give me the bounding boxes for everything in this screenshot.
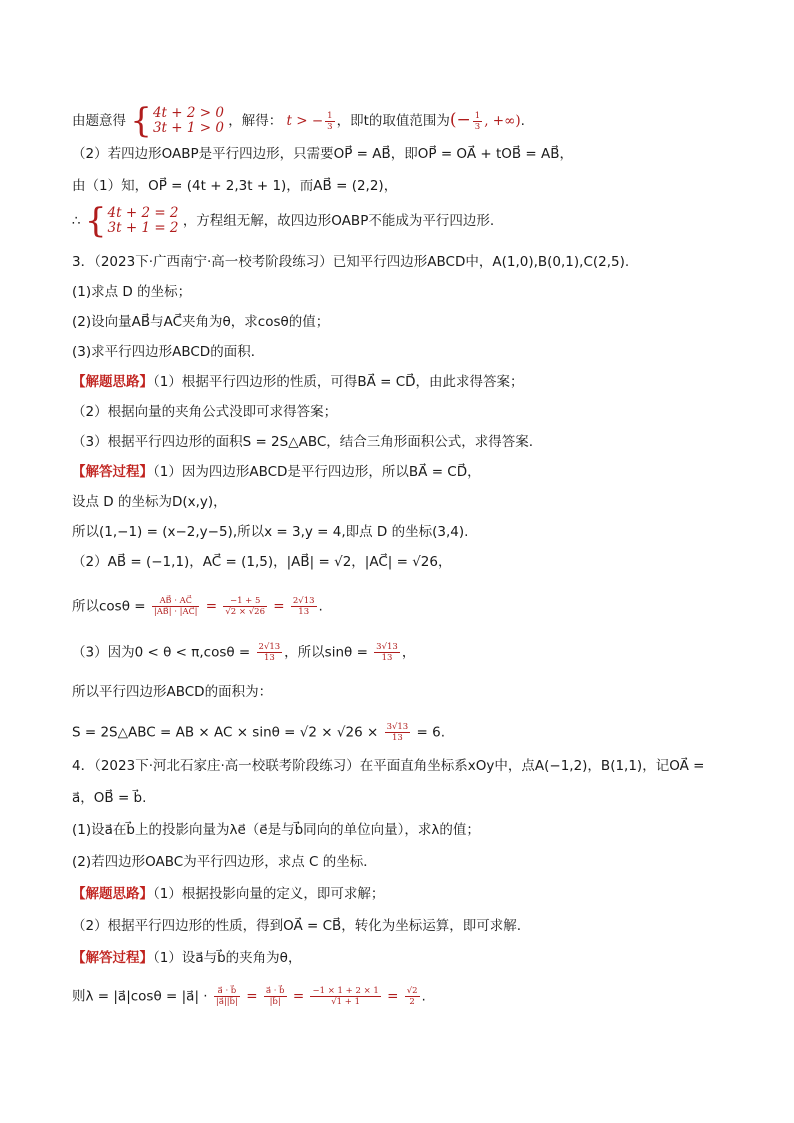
brace-icon: { <box>84 201 107 241</box>
brace-icon: { <box>130 101 152 141</box>
solution-process-4-line-1: 【解答过程】（1）设a⃗与b⃗的夹角为θ， <box>72 950 302 966</box>
question-4-part-1: (1)设a⃗在b⃗上的投影向量为λe⃗（e⃗是与b⃗同向的单位向量），求λ的值； <box>72 822 480 838</box>
math: t > − <box>286 113 324 129</box>
solution-process-3-line-1: 【解答过程】（1）因为四边形ABCD是平行四边形，所以BA⃗ = CD⃗， <box>72 464 481 480</box>
math: (− <box>449 110 471 130</box>
fraction: $\frac{a⃗ \cdot b⃗}{|a⃗||b⃗|}$ <box>215 986 238 1007</box>
text: ，解得： <box>228 113 283 129</box>
fraction: $\frac{-1 \times 1 + 2 \times 1}{√1 + 1}$ <box>312 986 379 1007</box>
answer-line-1 <box>72 101 525 141</box>
question-3-part-2: (2)设向量AB⃗与AC⃗夹角为θ，求cosθ的值； <box>72 314 330 330</box>
section-tag: 【解答过程】 <box>72 950 153 966</box>
therefore-symbol: ∴ <box>72 213 81 229</box>
text: ，方程组无解，故四边形OABP不能成为平行四边形. <box>182 213 495 229</box>
equation: 3t + 1 = 2 <box>107 220 179 236</box>
fraction: $\frac{1}{3}$ <box>474 110 481 132</box>
solution-process-3-line-5: 所以cosθ = $\frac{AB⃗ \cdot AC⃗}{|AB⃗| \cdot |AC⃗|}$ = $\frac{-1 + 5}{√2 \times √26}$ = $\frac{2√13}{13}$ . <box>72 596 323 617</box>
fraction: $\frac{AB⃗ \cdot AC⃗}{|AB⃗| \cdot |AC⃗|}$ <box>153 596 198 617</box>
fraction: $\frac{2√13}{13}$ <box>292 596 315 617</box>
question-3-part-1: (1)求点 D 的坐标； <box>72 284 192 300</box>
solution-idea-3-line-1: 【解题思路】（1）根据平行四边形的性质，可得BA⃗ = CD⃗，由此求得答案； <box>72 374 524 390</box>
fraction: $\frac{2√13}{13}$ <box>258 642 281 663</box>
solution-process-4-line-2: 则λ = |a⃗|cosθ = |a⃗| · $\frac{a⃗ \cdot b⃗}{|a⃗||b⃗|}$ = $\frac{a⃗ \cdot b⃗}{|b⃗|}$ = $\frac{-1 \times 1 + 2 \times 1}{√1 + 1}$ = $\frac{√2}{2}$ . <box>72 986 426 1007</box>
text: ，即t的取值范围为 <box>336 113 450 129</box>
section-tag: 【解题思路】 <box>72 886 153 902</box>
answer-line-3: 由（1）知，OP⃗ = (4t + 2,3t + 1)，而AB⃗ = (2,2)， <box>72 178 398 194</box>
fraction: $\frac{1}{3}$ <box>327 110 333 132</box>
solution-process-3-line-8: S = 2S△ABC = AB × AC × sinθ = √2 × √26 × $\frac{3√13}{13}$ = 6. <box>72 722 445 743</box>
solution-process-3-line-6: （3）因为0 < θ < π,cosθ = $\frac{2√13}{13}$ ，所以sinθ = $\frac{3√13}{13}$ ， <box>72 642 416 663</box>
answer-line-4 <box>72 201 495 241</box>
solution-process-3-line-2: 设点 D 的坐标为D(x,y)， <box>72 494 227 510</box>
fraction: $\frac{√2}{2}$ <box>406 986 418 1007</box>
section-tag: 【解答过程】 <box>72 464 153 480</box>
fraction: $\frac{3√13}{13}$ <box>376 642 398 663</box>
solution-process-3-line-4: （2）AB⃗ = (−1,1)，AC⃗ = (1,5)，|AB⃗| = √2，|AC⃗| = √26， <box>72 554 452 570</box>
answer-line-2: （2）若四边形OABP是平行四边形，只需要OP⃗ = AB⃗，即OP⃗ = OA⃗ + tOB⃗ = AB⃗， <box>72 146 574 162</box>
text: . <box>520 113 525 129</box>
solution-idea-3-line-2: （2）根据向量的夹角公式没即可求得答案； <box>72 404 338 420</box>
equation-system <box>84 201 179 241</box>
fraction: $\frac{a⃗ \cdot b⃗}{|b⃗|}$ <box>265 986 285 1007</box>
equation: 3t + 1 > 0 <box>152 120 224 136</box>
fraction: $\frac{3√13}{13}$ <box>386 722 409 743</box>
question-4-stem-line-2: a⃗，OB⃗ = b⃗. <box>72 790 147 806</box>
solution-idea-4-line-1: 【解题思路】（1）根据投影向量的定义，即可求解； <box>72 886 385 902</box>
solution-process-3-line-3: 所以(1,−1) = (x−2,y−5),所以x = 3,y = 4,即点 D 的坐标(3,4). <box>72 524 469 540</box>
inequality-system <box>130 101 224 141</box>
solution-idea-3-line-3: （3）根据平行四边形的面积S = 2S△ABC，结合三角形面积公式，求得答案. <box>72 434 534 450</box>
question-3-part-3: (3)求平行四边形ABCD的面积． <box>72 344 265 360</box>
text: 由题意得 <box>72 113 126 129</box>
math: , +∞) <box>484 113 521 129</box>
question-4-part-2: (2)若四边形OABC为平行四边形，求点 C 的坐标． <box>72 854 377 870</box>
solution-process-3-line-7: 所以平行四边形ABCD的面积为： <box>72 684 273 700</box>
question-4-stem-line-1: 4．（2023下·河北石家庄·高一校联考阶段练习）在平面直角坐标系xOy中，点A(−1,2)，B(1,1)，记OA⃗ = <box>72 758 705 774</box>
section-tag: 【解题思路】 <box>72 374 153 390</box>
solution-idea-4-line-2: （2）根据平行四边形的性质，得到OA⃗ = CB⃗，转化为坐标运算，即可求解. <box>72 918 522 934</box>
question-3-stem: 3．（2023下·广西南宁·高一校考阶段练习）已知平行四边形ABCD中，A(1,0),B(0,1),C(2,5). <box>72 254 630 270</box>
fraction: $\frac{-1 + 5}{√2 \times √26}$ <box>225 596 265 617</box>
equation: 4t + 2 > 0 <box>152 105 224 121</box>
equation: 4t + 2 = 2 <box>107 205 179 221</box>
